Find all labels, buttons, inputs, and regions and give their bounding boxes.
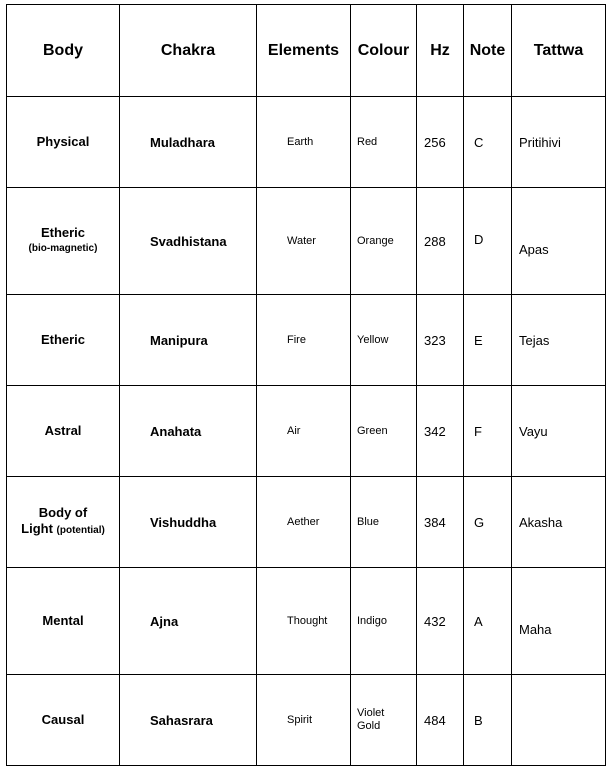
hz-cell: 342 [417,386,464,477]
colour-cell: Green [351,386,417,477]
body-subtitle: (bio-magnetic) [28,243,98,254]
colour-cell: Indigo [351,568,417,675]
element-cell: Aether [257,477,351,568]
hz-cell: 484 [417,675,464,766]
colour-cell: Yellow [351,295,417,386]
hz-cell: 256 [417,97,464,188]
colour-cell [351,675,417,766]
element-cell: Earth [257,97,351,188]
table-row [7,188,606,295]
tattwa-cell: Apas [512,188,606,295]
chakra-cell: Ajna [120,568,257,675]
chakra-cell: Anahata [120,386,257,477]
hz-cell: 384 [417,477,464,568]
header-chakra: Chakra [120,5,257,97]
body-cell [7,477,120,568]
note-cell: G [464,477,512,568]
header-colour: Colour [351,5,417,97]
table-row [7,386,606,477]
element-cell: Thought [257,568,351,675]
note-cell: D [464,188,512,295]
note-cell: E [464,295,512,386]
tattwa-cell: Akasha [512,477,606,568]
header-tattwa: Tattwa [512,5,606,97]
body-name: Astral [44,423,82,438]
header-body: Body [7,5,120,97]
header-row [7,5,606,97]
hz-cell: 288 [417,188,464,295]
body-name: Etheric [40,225,86,240]
body-subtitle: (potential) [56,525,105,536]
body-name: Causal [41,712,85,727]
colour-cell: Red [351,97,417,188]
body-cell [7,386,120,477]
hz-cell: 432 [417,568,464,675]
body-name: Body of [38,505,88,520]
table-row [7,675,606,766]
chakra-cell: Sahasrara [120,675,257,766]
colour-cell: Blue [351,477,417,568]
note-cell: F [464,386,512,477]
tattwa-cell: Tejas [512,295,606,386]
element-cell: Fire [257,295,351,386]
tattwa-cell [512,675,606,766]
header-hz: Hz [417,5,464,97]
hz-cell: 323 [417,295,464,386]
chakra-cell: Vishuddha [120,477,257,568]
chakra-cell: Svadhistana [120,188,257,295]
header-note: Note [464,5,512,97]
body-cell [7,97,120,188]
colour-secondary: Gold [357,720,381,732]
chakra-cell: Manipura [120,295,257,386]
body-name: Physical [36,134,90,149]
element-cell: Spirit [257,675,351,766]
body-cell [7,675,120,766]
body-name-line2: Light [21,521,53,536]
note-cell: A [464,568,512,675]
tattwa-cell: Vayu [512,386,606,477]
element-cell: Water [257,188,351,295]
body-name: Mental [42,613,84,628]
body-cell [7,295,120,386]
table-row [7,97,606,188]
body-cell [7,188,120,295]
colour-cell: Orange [351,188,417,295]
note-cell: B [464,675,512,766]
chakra-table [6,4,606,766]
chakra-cell: Muladhara [120,97,257,188]
tattwa-cell: Pritihivi [512,97,606,188]
note-cell: C [464,97,512,188]
table-row [7,568,606,675]
table-row [7,477,606,568]
body-cell [7,568,120,675]
colour-primary: Violet [357,707,385,719]
table-row [7,295,606,386]
tattwa-cell: Maha [512,568,606,675]
body-name: Etheric [40,332,86,347]
header-elements: Elements [257,5,351,97]
element-cell: Air [257,386,351,477]
